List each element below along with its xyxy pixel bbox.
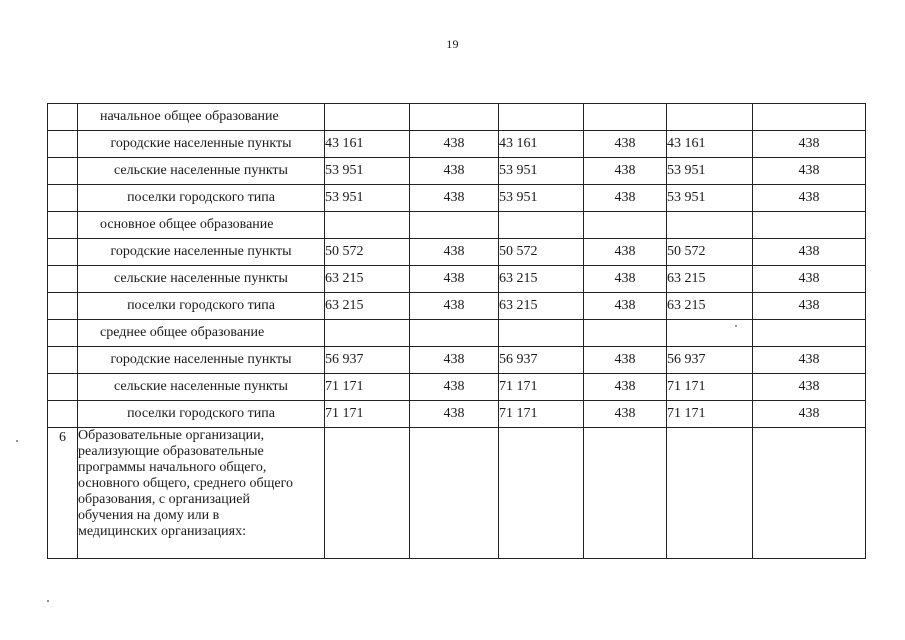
row-number-cell — [48, 131, 78, 158]
amount-cell: 53 951 — [667, 158, 753, 185]
amount-cell: 63 215 — [499, 293, 584, 320]
description-line: программы начального общего, — [78, 460, 267, 475]
description-line: Образовательные организации, — [78, 428, 265, 443]
row-label: городские населенные пункты — [78, 131, 325, 158]
description-line: медицинских организациях: — [78, 524, 246, 539]
amount-cell — [499, 212, 584, 239]
amount-cell: 56 937 — [325, 347, 410, 374]
section-row — [48, 320, 866, 347]
page-number: 19 — [446, 37, 459, 51]
amount-cell: 63 215 — [499, 266, 584, 293]
table-row — [48, 185, 866, 212]
coefficient-cell: 438 — [584, 401, 667, 428]
scan-speck — [16, 440, 18, 442]
empty-cell — [325, 428, 410, 559]
coefficient-cell: 438 — [410, 374, 499, 401]
table-body — [48, 104, 866, 559]
amount-cell: 53 951 — [499, 185, 584, 212]
row-number-cell — [48, 212, 78, 239]
empty-cell — [753, 428, 866, 559]
amount-cell: 63 215 — [325, 266, 410, 293]
amount-cell: 71 171 — [499, 374, 584, 401]
coefficient-cell: 438 — [753, 239, 866, 266]
coefficient-cell: 438 — [410, 131, 499, 158]
amount-cell: 56 937 — [667, 347, 753, 374]
coefficient-cell — [753, 320, 866, 347]
amount-cell: 43 161 — [667, 131, 753, 158]
amount-cell: 63 215 — [325, 293, 410, 320]
amount-cell — [499, 104, 584, 131]
coefficient-cell: 438 — [584, 131, 667, 158]
coefficient-cell: 438 — [584, 239, 667, 266]
amount-cell: 53 951 — [325, 185, 410, 212]
empty-cell — [410, 428, 499, 559]
row-number-cell — [48, 347, 78, 374]
amount-cell — [325, 320, 410, 347]
table-row — [48, 158, 866, 185]
amount-cell: 53 951 — [325, 158, 410, 185]
row-number-cell — [48, 374, 78, 401]
coefficient-cell — [410, 212, 499, 239]
amount-cell: 71 171 — [325, 401, 410, 428]
coefficient-cell: 438 — [753, 185, 866, 212]
amount-cell: 71 171 — [499, 401, 584, 428]
coefficient-cell — [753, 104, 866, 131]
section-row — [48, 212, 866, 239]
scan-speck — [735, 325, 737, 327]
row-label: сельские населенные пункты — [78, 158, 325, 185]
scan-speck — [47, 600, 49, 602]
coefficient-cell: 438 — [584, 347, 667, 374]
amount-cell: 71 171 — [667, 374, 753, 401]
coefficient-cell — [410, 320, 499, 347]
coefficient-cell: 438 — [753, 131, 866, 158]
coefficient-cell: 438 — [584, 374, 667, 401]
table-row — [48, 266, 866, 293]
section-label: среднее общее образование — [78, 320, 325, 347]
description-line: образования, с организацией — [78, 492, 250, 507]
coefficient-cell: 438 — [410, 158, 499, 185]
coefficient-cell: 438 — [584, 293, 667, 320]
coefficient-cell: 438 — [753, 293, 866, 320]
coefficient-cell: 438 — [753, 266, 866, 293]
table-row — [48, 239, 866, 266]
coefficient-cell — [584, 320, 667, 347]
amount-cell: 50 572 — [325, 239, 410, 266]
amount-cell: 43 161 — [325, 131, 410, 158]
description-line: основного общего, среднего общего — [78, 476, 294, 491]
coefficient-cell: 438 — [410, 185, 499, 212]
amount-cell: 53 951 — [499, 158, 584, 185]
coefficient-cell: 438 — [753, 158, 866, 185]
row-label: городские населенные пункты — [78, 347, 325, 374]
empty-cell — [499, 428, 584, 559]
amount-cell: 71 171 — [667, 401, 753, 428]
coefficient-cell: 438 — [410, 266, 499, 293]
amount-cell: 50 572 — [667, 239, 753, 266]
amount-cell: 50 572 — [499, 239, 584, 266]
row-number-cell: 6 — [48, 428, 78, 559]
amount-cell: 71 171 — [325, 374, 410, 401]
amount-cell — [667, 320, 753, 347]
coefficient-cell — [584, 104, 667, 131]
row-label: поселки городского типа — [78, 185, 325, 212]
empty-cell — [667, 428, 753, 559]
amount-cell: 63 215 — [667, 293, 753, 320]
row-number-cell — [48, 158, 78, 185]
row-number-cell — [48, 320, 78, 347]
table-row — [48, 293, 866, 320]
section-label: основное общее образование — [78, 212, 325, 239]
amount-cell — [325, 212, 410, 239]
section-row — [48, 104, 866, 131]
amount-cell — [667, 212, 753, 239]
coefficient-cell: 438 — [753, 374, 866, 401]
amount-cell — [667, 104, 753, 131]
amount-cell — [499, 320, 584, 347]
row-label: сельские населенные пункты — [78, 266, 325, 293]
coefficient-cell — [753, 212, 866, 239]
coefficient-cell: 438 — [753, 347, 866, 374]
empty-cell — [584, 428, 667, 559]
coefficient-cell — [410, 104, 499, 131]
row-label: поселки городского типа — [78, 401, 325, 428]
section-label: начальное общее образование — [78, 104, 325, 131]
coefficient-cell: 438 — [410, 239, 499, 266]
table-row — [48, 374, 866, 401]
row-label: сельские населенные пункты — [78, 374, 325, 401]
description-line: реализующие образовательные — [78, 444, 264, 459]
amount-cell: 43 161 — [499, 131, 584, 158]
amount-cell: 63 215 — [667, 266, 753, 293]
table-row — [48, 347, 866, 374]
table-row-item-6 — [48, 428, 866, 559]
table-row — [48, 401, 866, 428]
coefficient-cell — [584, 212, 667, 239]
description-line: обучения на дому или в — [78, 508, 220, 523]
row-number-cell — [48, 266, 78, 293]
coefficient-cell: 438 — [410, 401, 499, 428]
coefficient-cell: 438 — [584, 185, 667, 212]
row-number-cell — [48, 401, 78, 428]
row-number-cell — [48, 239, 78, 266]
row-number-cell — [48, 293, 78, 320]
table-row — [48, 131, 866, 158]
data-table — [47, 103, 866, 559]
coefficient-cell: 438 — [410, 293, 499, 320]
coefficient-cell: 438 — [410, 347, 499, 374]
row-number-cell — [48, 185, 78, 212]
row-number-cell — [48, 104, 78, 131]
amount-cell — [325, 104, 410, 131]
amount-cell: 56 937 — [499, 347, 584, 374]
coefficient-cell: 438 — [584, 158, 667, 185]
coefficient-cell: 438 — [753, 401, 866, 428]
row-label: поселки городского типа — [78, 293, 325, 320]
row-label: городские населенные пункты — [78, 239, 325, 266]
amount-cell: 53 951 — [667, 185, 753, 212]
coefficient-cell: 438 — [584, 266, 667, 293]
item-6-description — [78, 428, 325, 559]
